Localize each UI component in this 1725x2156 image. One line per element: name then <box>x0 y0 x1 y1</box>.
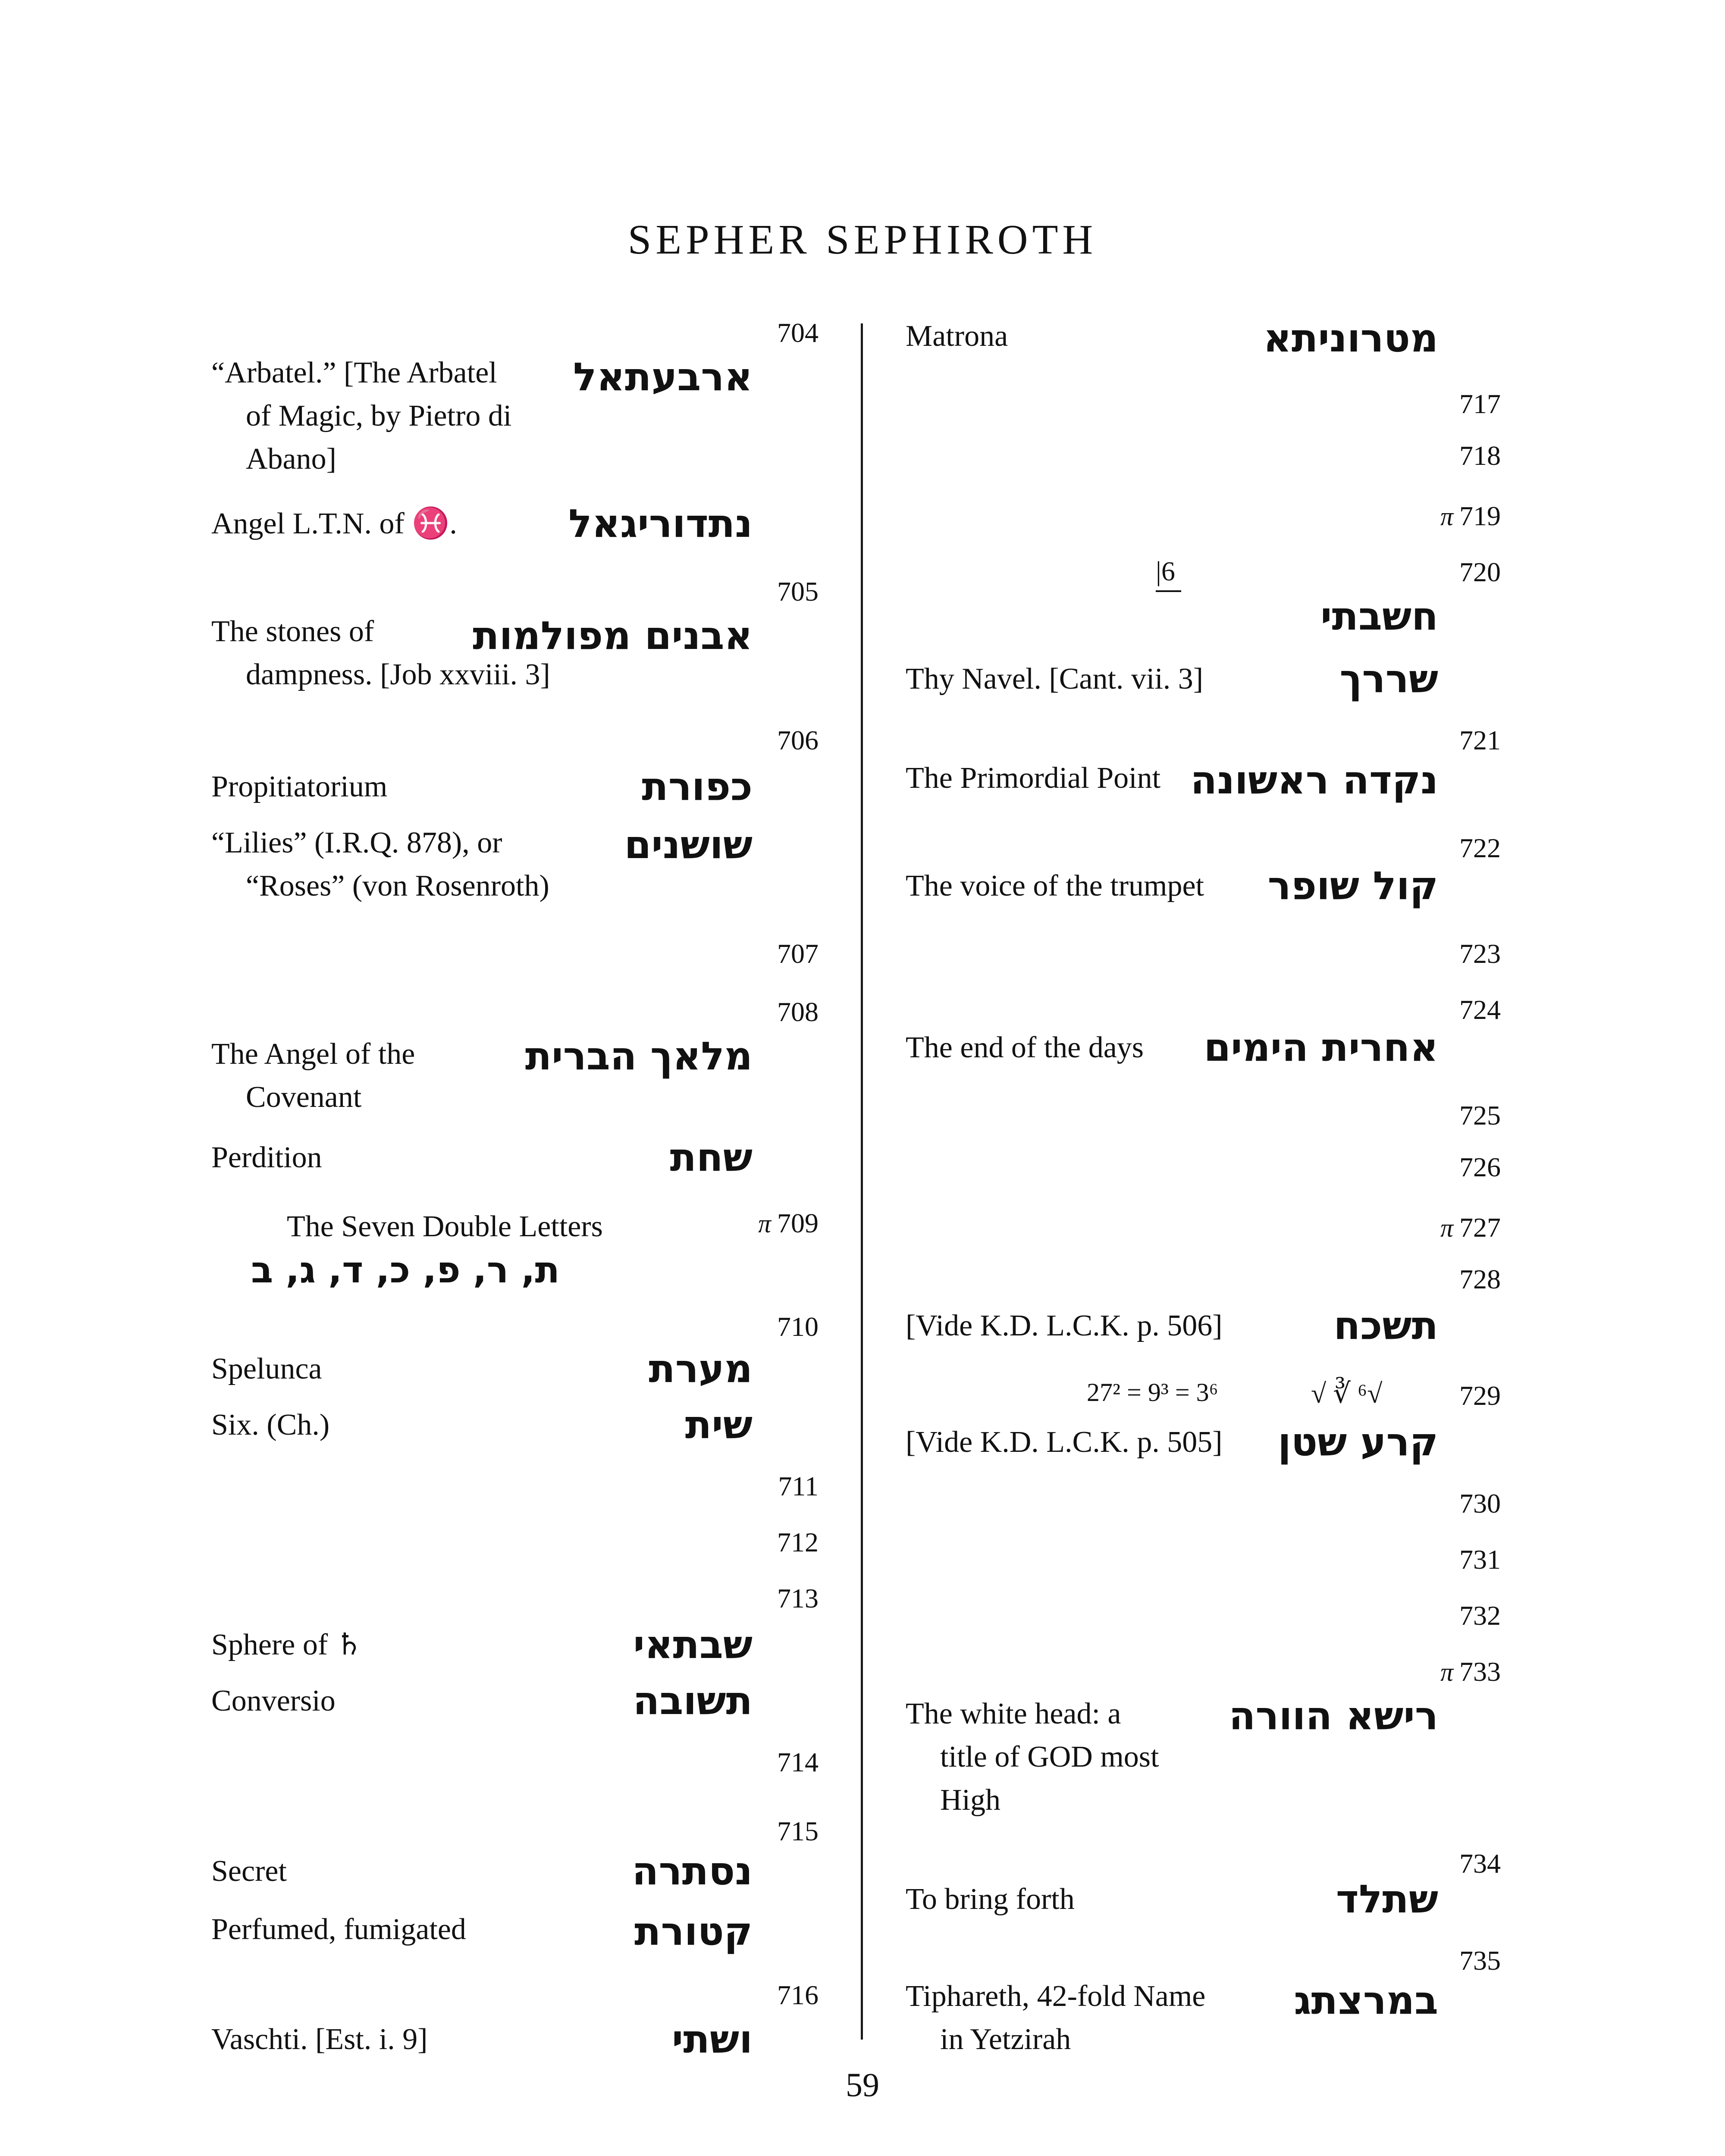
entry-hebrew: מלאך הברית <box>525 1034 753 1079</box>
entry-hebrew: חשבתי <box>1320 594 1438 639</box>
entry-number: 707 <box>777 938 819 969</box>
entry-english: Angel L.T.N. of ♓. <box>211 507 457 540</box>
entry-hebrew: קטורת <box>634 1909 753 1954</box>
entry-number: 718 <box>1459 440 1501 471</box>
entry-number: 708 <box>777 997 819 1027</box>
entry-hebrew: שררך <box>1339 656 1438 702</box>
entry-number: 730 <box>1459 1488 1501 1519</box>
entry-english: Vaschti. [Est. i. 9] <box>211 2023 428 2056</box>
entry-english: Thy Navel. [Cant. vii. 3] <box>906 662 1204 696</box>
entry-english: Propitiatorium <box>211 770 388 803</box>
entry-number: 704 <box>777 317 819 348</box>
entry-number: 723 <box>1459 938 1501 969</box>
entry-english: Sphere of ♄ <box>211 1628 363 1661</box>
entry-english: The voice of the trumpet <box>906 869 1204 903</box>
entry-english: The Seven Double Letters <box>287 1210 603 1243</box>
entry-hebrew: שית <box>685 1402 753 1448</box>
power-formula: 27² = 9³ = 3⁶ <box>1087 1378 1218 1407</box>
entry-number: 711 <box>778 1471 819 1501</box>
entry-english: Matrona <box>906 320 1008 353</box>
entry-number: π 727 <box>1440 1212 1501 1243</box>
entry-english: “Arbatel.” [The Arbatel of Magic, by Pietro di Abano] <box>211 356 512 476</box>
entry-number: 731 <box>1459 1544 1501 1575</box>
entry-number: 713 <box>777 1583 819 1614</box>
entry-hebrew: מטרוניתא <box>1263 316 1438 361</box>
factor-annotation: |6 <box>1156 554 1181 592</box>
entry-hebrew: קול שופר <box>1267 863 1438 909</box>
entry-hebrew: ארבעתאל <box>573 354 753 400</box>
entry-english: To bring forth <box>906 1883 1075 1916</box>
entry-hebrew: נסתרה <box>632 1849 753 1894</box>
entry-number: 734 <box>1459 1848 1501 1879</box>
entry-english: Six. (Ch.) <box>211 1408 330 1442</box>
entry-english: The end of the days <box>906 1031 1144 1064</box>
entry-hebrew: שחת <box>670 1135 753 1180</box>
entry-number: 728 <box>1459 1264 1501 1294</box>
seven-double-letters: ת, ר, פ, כ, ד, ג, ב <box>251 1249 560 1291</box>
entry-hebrew: קרע שטן <box>1278 1420 1438 1465</box>
entry-english: Perfumed, fumigated <box>211 1913 466 1946</box>
entry-hebrew: שושנים <box>624 822 753 868</box>
column-divider <box>861 323 863 2040</box>
entry-english: [Vide K.D. L.C.K. p. 506] <box>906 1309 1223 1342</box>
entry-number: π 719 <box>1440 501 1501 531</box>
entry-number: π 709 <box>758 1208 819 1238</box>
entry-english: Perdition <box>211 1141 322 1174</box>
entry-english: [Vide K.D. L.C.K. p. 505] <box>906 1426 1223 1459</box>
entry-number: 722 <box>1459 833 1501 863</box>
entry-english: The stones of dampness. [Job xxviii. 3] <box>211 615 550 691</box>
entry-number: π 733 <box>1440 1656 1501 1687</box>
page-number: 59 <box>846 2066 879 2103</box>
entry-number: 716 <box>777 1980 819 2010</box>
entry-english: Spelunca <box>211 1352 322 1385</box>
entry-hebrew: שבתאי <box>633 1622 753 1667</box>
entry-number: 717 <box>1459 389 1501 419</box>
entry-hebrew: כפורת <box>642 764 753 809</box>
entry-number: 735 <box>1459 1945 1501 1976</box>
entry-number: 729 <box>1459 1380 1501 1411</box>
entry-number: 710 <box>777 1311 819 1342</box>
entry-number: 706 <box>777 725 819 755</box>
entry-number: 724 <box>1459 994 1501 1025</box>
entry-english: “Lilies” (I.R.Q. 878), or “Roses” (von Rosenroth) <box>211 826 549 903</box>
root-signs: √ ∛ ⁶√ <box>1311 1378 1383 1409</box>
entry-hebrew: רישא הוורה <box>1229 1693 1438 1739</box>
entry-number: 712 <box>777 1527 819 1557</box>
entry-hebrew: תשכח <box>1333 1303 1438 1348</box>
entry-hebrew: שתלד <box>1336 1877 1438 1922</box>
entry-hebrew: אבנים מפולמות <box>473 613 753 658</box>
entry-english: The Angel of the Covenant <box>211 1037 415 1114</box>
entry-hebrew: תשובה <box>633 1678 753 1724</box>
entry-english: Tiphareth, 42-fold Name in Yetzirah <box>906 1980 1206 2056</box>
entry-english: The white head: a title of GOD most High <box>906 1697 1159 1817</box>
entry-hebrew: מערת <box>649 1346 753 1391</box>
entry-number: 725 <box>1459 1100 1501 1131</box>
entry-number: 705 <box>777 576 819 607</box>
entry-number: 732 <box>1459 1600 1501 1631</box>
entry-english: Secret <box>211 1855 287 1888</box>
entry-hebrew: במרצתג <box>1294 1978 1438 2023</box>
entry-number: 715 <box>777 1816 819 1846</box>
entry-number: 721 <box>1459 725 1501 755</box>
entry-hebrew: נקדה ראשונה <box>1190 758 1438 803</box>
entry-hebrew: נתדוריגאל <box>568 501 753 546</box>
entry-hebrew: אחרית הימים <box>1204 1025 1438 1070</box>
entry-number: 720 <box>1459 557 1501 587</box>
page-title: SEPHER SEPHIROTH <box>627 216 1098 263</box>
entry-english: Conversio <box>211 1684 336 1717</box>
entry-number: 714 <box>777 1747 819 1777</box>
entry-hebrew: ושתי <box>671 2017 753 2062</box>
entry-number: 726 <box>1459 1152 1501 1182</box>
entry-english: The Primordial Point <box>906 761 1161 795</box>
